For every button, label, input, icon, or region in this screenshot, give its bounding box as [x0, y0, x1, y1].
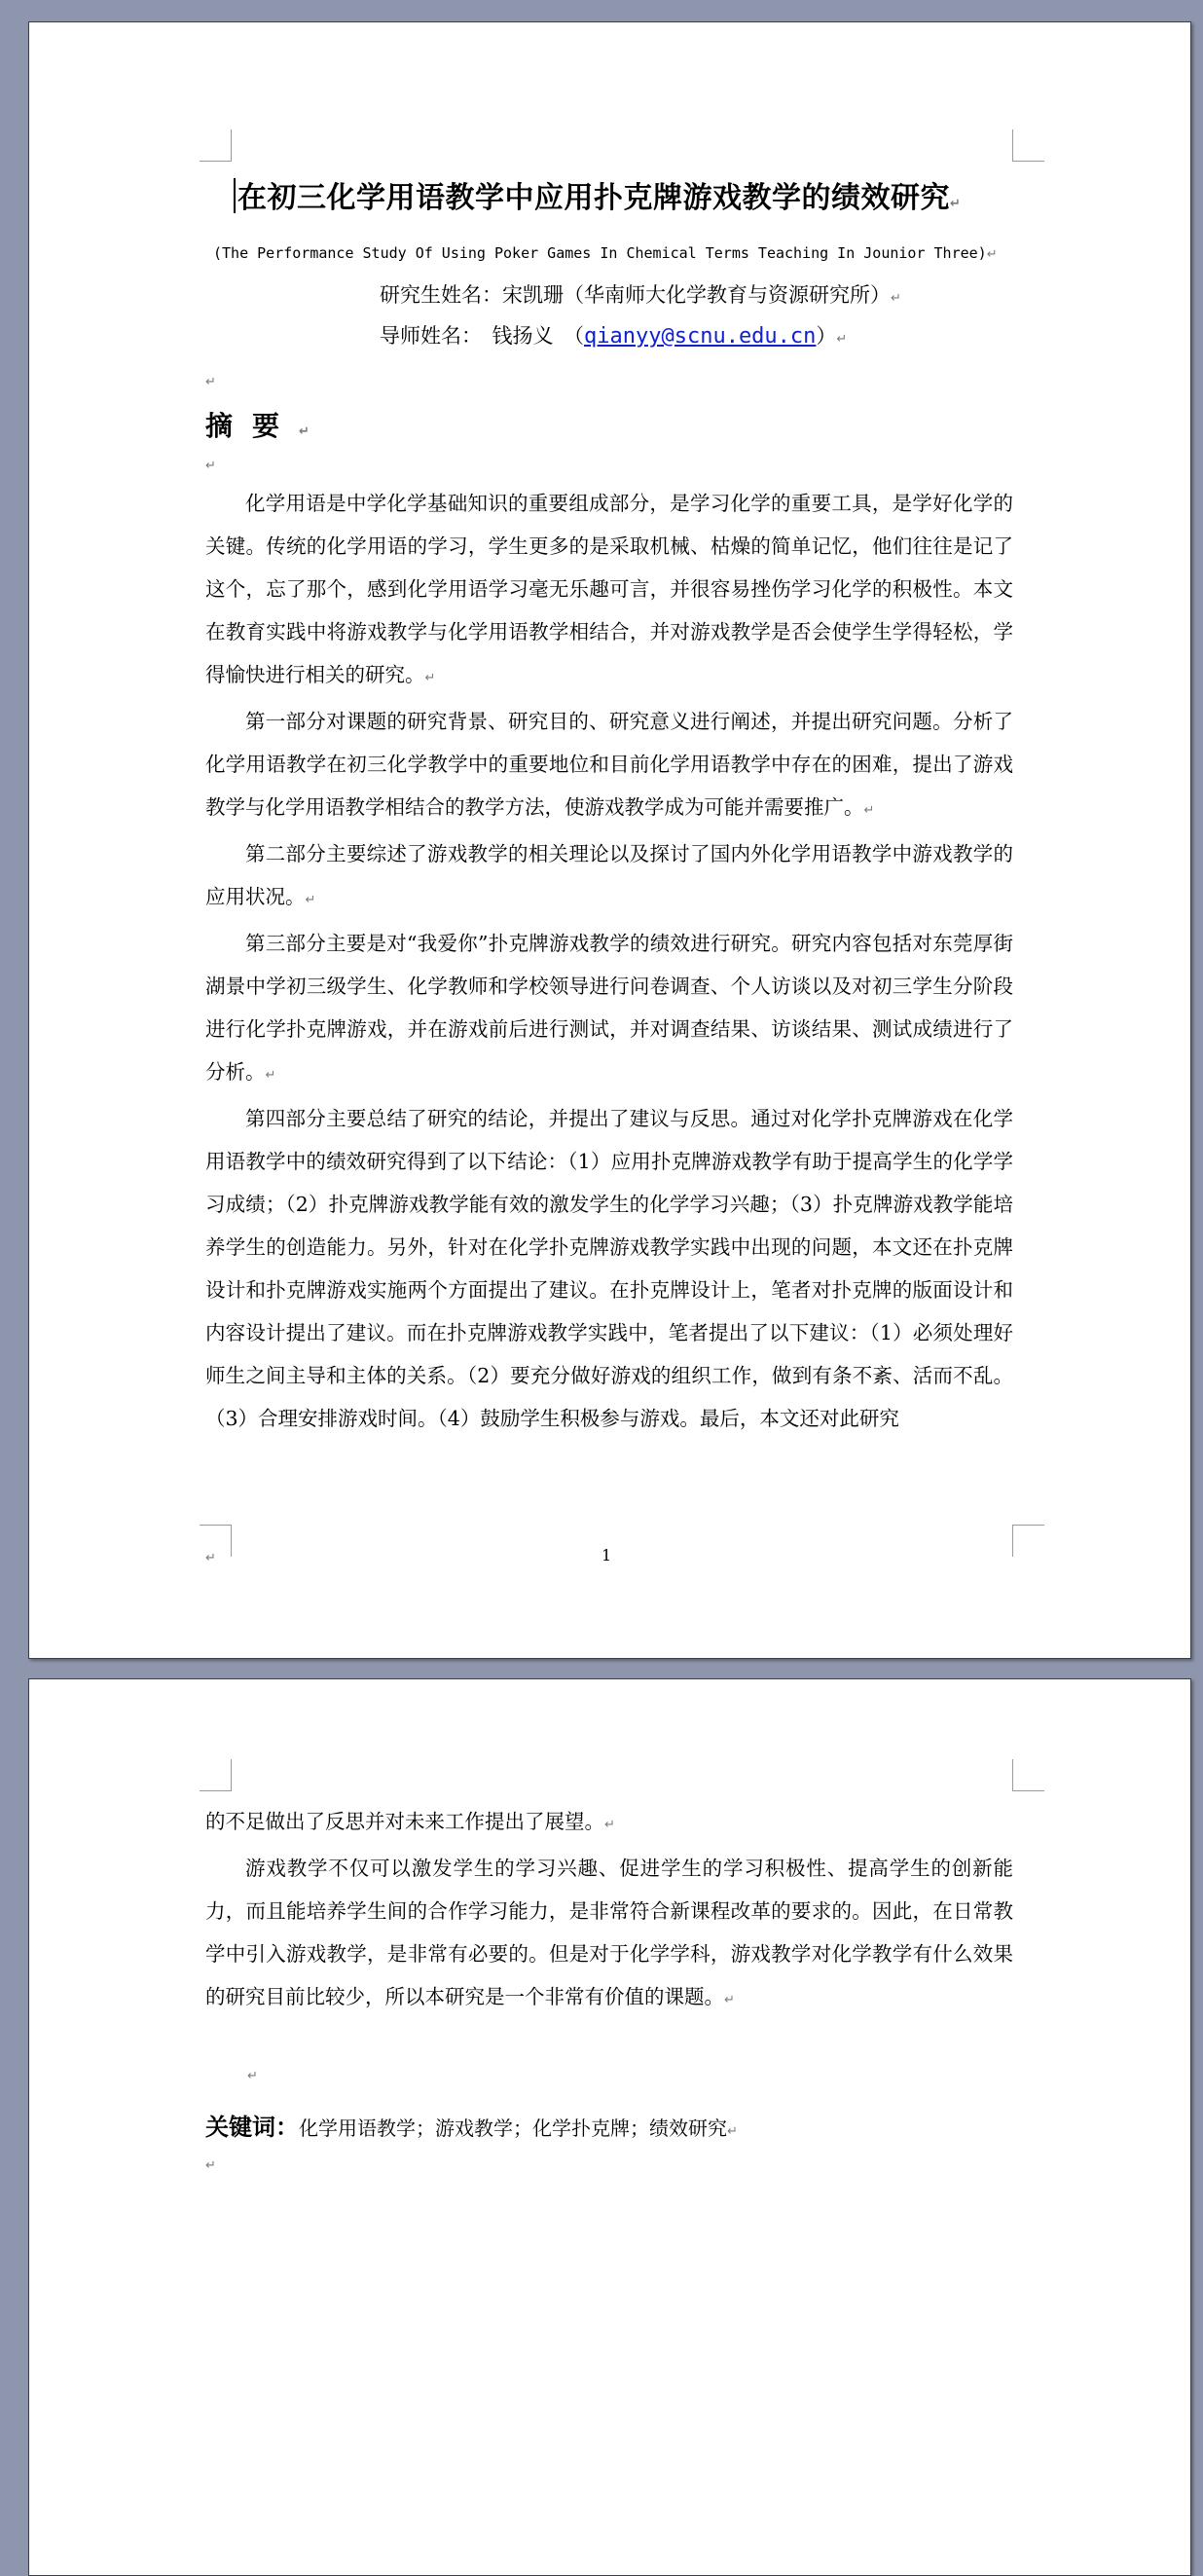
- abstract-paragraph: 第二部分主要综述了游戏教学的相关理论以及探讨了国内外化学用语教学中游戏教学的应用状况。↵: [205, 842, 1013, 908]
- paragraph-mark-icon: ↵: [265, 1068, 276, 1083]
- abstract-paragraph: 游戏教学不仅可以激发学生的学习兴趣、促进学生的学习积极性、提高学生的创新能力，而且能培养学生间的合作学习能力，是非常符合新课程改革的要求的。因此，在日常教学中引入游戏教学，是非常有必要的。但是对于化学学科，游戏教学对化学教学有什么效果的研究目前比较少，所以本研究是一个非常有价值的课题。↵: [205, 1857, 1013, 2008]
- abstract-paragraph: 第一部分对课题的研究背景、研究目的、研究意义进行阐述，并提出研究问题。分析了化学用语教学在初三化学教学中的重要地位和目前化学用语教学中存在的困难，提出了游戏教学与化学用语教学相结合的教学方法，使游戏教学成为可能并需要推广。↵: [205, 710, 1013, 819]
- keywords-label: 关键词：: [205, 2114, 299, 2141]
- keywords-text: 化学用语教学；游戏教学；化学扑克牌；绩效研究: [299, 2116, 727, 2140]
- paragraph-mark-icon: ↵: [205, 2158, 216, 2173]
- abstract-paragraph: 化学用语是中学化学基础知识的重要组成部分，是学习化学的重要工具，是学好化学的关键。传统的化学用语的学习，学生更多的是采取机械、枯燥的简单记忆，他们往往是记了这个，忘了那个，感到化学用语学习毫无乐趣可言，并很容易挫伤学习化学的积极性。本文在教育实践中将游戏教学与化学用语教学相结合，并对游戏教学是否会使学生学得轻松，学得愉快进行相关的研究。↵: [205, 492, 1013, 686]
- author-line: 研究生姓名：宋凯珊（华南师大化学教育与资源研究所）↵: [380, 283, 901, 307]
- document-page-1: [28, 21, 1191, 1659]
- paragraph-mark-icon: ↵: [950, 197, 962, 211]
- paragraph-mark-icon: ↵: [205, 459, 216, 473]
- abstract-heading: 摘要↵: [205, 410, 310, 442]
- margin-corner-top-left: [200, 1759, 232, 1791]
- text-cursor: [234, 178, 236, 213]
- paragraph-mark-icon: ↵: [205, 375, 216, 389]
- abstract-paragraph: 的不足做出了反思并对未来工作提出了展望。↵: [205, 1810, 615, 1833]
- document-page-2: [28, 1678, 1191, 2576]
- paragraph-mark-icon: ↵: [863, 803, 875, 818]
- page-number: 1: [602, 1546, 612, 1564]
- abstract-body: [205, 482, 1013, 1440]
- paragraph-mark-icon: ↵: [836, 332, 848, 347]
- english-subtitle: (The Performance Study Of Using Poker Games In Chemical Terms Teaching In Jounior Three)↵: [213, 244, 998, 262]
- paragraph-mark-icon: ↵: [604, 1818, 615, 1832]
- margin-corner-top-right: [1012, 1759, 1044, 1791]
- margin-corner-top-right: [1012, 129, 1044, 162]
- paragraph-mark-icon: ↵: [891, 291, 901, 306]
- margin-corner-top-left: [200, 129, 232, 162]
- paragraph-mark-icon: ↵: [986, 247, 998, 262]
- document-title[interactable]: 在初三化学用语教学中应用扑克牌游戏教学的绩效研究↵: [234, 173, 993, 216]
- paragraph-mark-icon: ↵: [247, 2069, 258, 2083]
- paragraph-mark-icon: ↵: [424, 671, 436, 685]
- paragraph-mark-icon: ↵: [205, 1551, 216, 1565]
- margin-corner-bottom-right: [1012, 1525, 1044, 1557]
- advisor-email-link[interactable]: qianyy@scnu.edu.cn: [584, 324, 817, 349]
- paragraph-mark-icon: ↵: [724, 1993, 735, 2007]
- abstract-paragraph: 第三部分主要是对“我爱你”扑克牌游戏教学的绩效进行研究。研究内容包括对东莞厚街湖景中学初三级学生、化学教师和学校领导进行问卷调查、个人访谈以及对初三学生分阶段进行化学扑克牌游戏，并在游戏前后进行测试，并对调查结果、访谈结果、测试成绩进行了分析。↵: [205, 932, 1013, 1084]
- abstract-continuation: [205, 1800, 1013, 2022]
- paragraph-mark-icon: ↵: [305, 893, 316, 907]
- advisor-line: 导师姓名： 钱扬义 （qianyy@scnu.edu.cn）↵: [380, 324, 848, 349]
- keywords-line: [205, 2108, 738, 2142]
- paragraph-mark-icon: ↵: [727, 2124, 738, 2139]
- abstract-paragraph: 第四部分主要总结了研究的结论，并提出了建议与反思。通过对化学扑克牌游戏在化学用语教学中的绩效研究得到了以下结论：（1）应用扑克牌游戏教学有助于提高学生的化学学习成绩；（2）扑克牌游戏教学能有效的激发学生的化学学习兴趣；（3）扑克牌游戏教学能培养学生的创造能力。另外，针对在化学扑克牌游戏教学实践中出现的问题，本文还在扑克牌设计和扑克牌游戏实施两个方面提出了建议。在扑克牌设计上，笔者对扑克牌的版面设计和内容设计提出了建议。而在扑克牌游戏教学实践中，笔者提出了以下建议：（1）必须处理好师生之间主导和主体的关系。（2）要充分做好游戏的组织工作，做到有条不紊、活而不乱。（3）合理安排游戏时间。（4）鼓励学生积极参与游戏。最后，本文还对此研究: [205, 1107, 1013, 1430]
- paragraph-mark-icon: ↵: [299, 424, 310, 439]
